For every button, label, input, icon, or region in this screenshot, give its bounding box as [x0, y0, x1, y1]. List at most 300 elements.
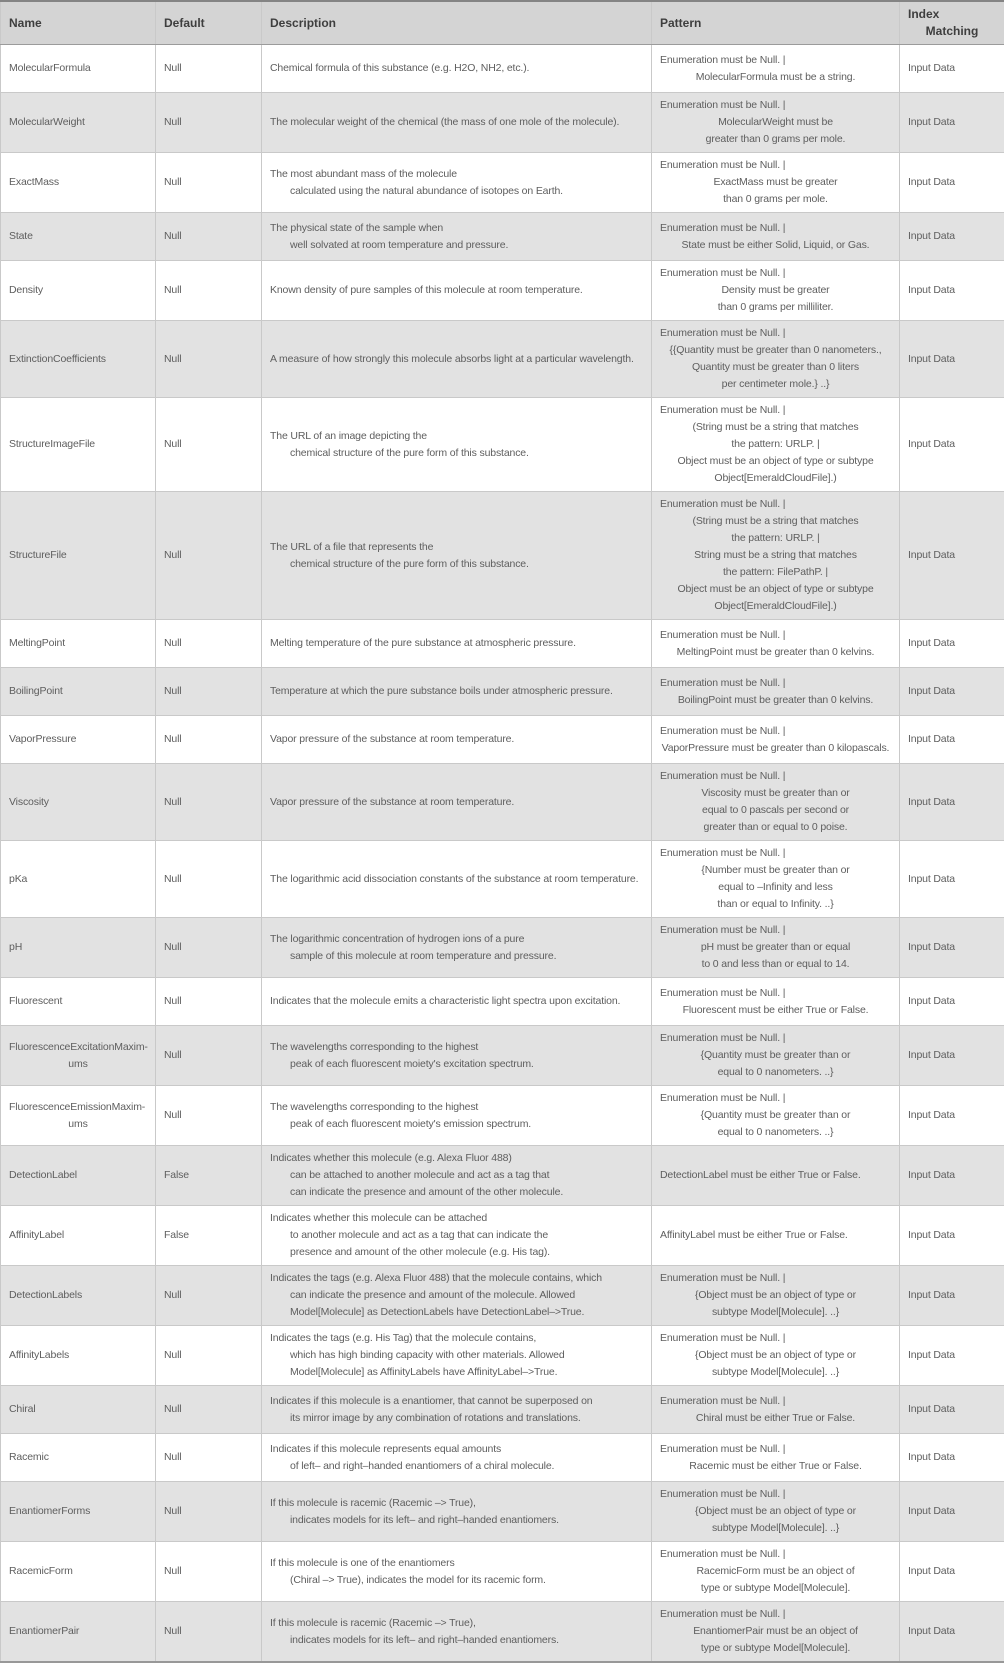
description-cell-line: Chemical formula of this substance (e.g. H2O, NH2, etc.).	[270, 60, 643, 77]
index-matching-cell	[900, 620, 1004, 668]
pattern-cell	[652, 1602, 900, 1663]
name-cell-line: State	[9, 228, 147, 245]
name-cell-line: Density	[9, 282, 147, 299]
table-row	[1, 492, 1004, 620]
pattern-cell	[652, 1386, 900, 1434]
default-cell-line: Null	[164, 871, 253, 888]
name-cell	[1, 45, 156, 93]
header-row	[1, 1, 1004, 45]
pattern-cell-line: Object[EmeraldCloudFile].)	[660, 470, 891, 487]
pattern-cell-line: than or equal to Infinity. ..}	[660, 896, 891, 913]
description-cell-line: indicates models for its left– and right–handed enantiomers.	[270, 1512, 643, 1529]
description-cell	[262, 261, 652, 321]
default-cell-line: Null	[164, 794, 253, 811]
default-cell-line: Null	[164, 1107, 253, 1124]
name-cell	[1, 321, 156, 398]
default-cell	[156, 1026, 262, 1086]
pattern-cell-line: Enumeration must be Null. |	[660, 1441, 891, 1458]
table-row	[1, 1326, 1004, 1386]
index-matching-cell-line: Input Data	[908, 1227, 996, 1244]
column-header-pattern-label: Pattern	[660, 15, 891, 32]
default-cell	[156, 1326, 262, 1386]
index-matching-cell-line: Input Data	[908, 1287, 996, 1304]
default-cell-line: False	[164, 1227, 253, 1244]
column-header-default	[156, 1, 262, 45]
name-cell-line: pH	[9, 939, 147, 956]
description-cell-line: If this molecule is racemic (Racemic –> True),	[270, 1495, 643, 1512]
default-cell-line: Null	[164, 1449, 253, 1466]
default-cell-line: False	[164, 1167, 253, 1184]
description-cell	[262, 1542, 652, 1602]
pattern-cell-line: Enumeration must be Null. |	[660, 265, 891, 282]
default-cell	[156, 620, 262, 668]
index-matching-cell	[900, 492, 1004, 620]
table-row	[1, 1146, 1004, 1206]
table-row	[1, 620, 1004, 668]
default-cell	[156, 764, 262, 841]
name-cell	[1, 764, 156, 841]
index-matching-cell	[900, 1542, 1004, 1602]
description-cell-line: The logarithmic acid dissociation constants of the substance at room temperature.	[270, 871, 643, 888]
index-matching-cell-line: Input Data	[908, 871, 996, 888]
default-cell-line: Null	[164, 939, 253, 956]
name-cell-line: Viscosity	[9, 794, 147, 811]
index-matching-cell-line: Input Data	[908, 282, 996, 299]
pattern-cell	[652, 261, 900, 321]
description-cell-line: can indicate the presence and amount of the other molecule.	[270, 1184, 643, 1201]
description-cell-line: Indicates that the molecule emits a characteristic light spectra upon excitation.	[270, 993, 643, 1010]
pattern-cell	[652, 1146, 900, 1206]
description-cell-line: The wavelengths corresponding to the highest	[270, 1099, 643, 1116]
index-matching-cell	[900, 1482, 1004, 1542]
name-cell-line: EnantiomerForms	[9, 1503, 147, 1520]
pattern-cell	[652, 716, 900, 764]
pattern-cell-line: per centimeter mole.} ..}	[660, 376, 891, 393]
index-matching-cell-line: Input Data	[908, 1503, 996, 1520]
default-cell-line: Null	[164, 1503, 253, 1520]
description-cell-line: If this molecule is racemic (Racemic –> True),	[270, 1615, 643, 1632]
table-row	[1, 1086, 1004, 1146]
name-cell	[1, 620, 156, 668]
index-matching-cell-line: Input Data	[908, 1623, 996, 1640]
table-row	[1, 668, 1004, 716]
pattern-cell-line: to 0 and less than or equal to 14.	[660, 956, 891, 973]
description-cell	[262, 918, 652, 978]
pattern-cell	[652, 321, 900, 398]
description-cell-line: peak of each fluorescent moiety's excitation spectrum.	[270, 1056, 643, 1073]
name-cell	[1, 492, 156, 620]
index-matching-cell-line: Input Data	[908, 1107, 996, 1124]
name-cell-line: DetectionLabels	[9, 1287, 147, 1304]
table-row	[1, 1266, 1004, 1326]
pattern-cell	[652, 1482, 900, 1542]
description-cell	[262, 1326, 652, 1386]
default-cell-line: Null	[164, 1563, 253, 1580]
pattern-cell	[652, 1086, 900, 1146]
column-header-description-label: Description	[270, 15, 643, 32]
table-row	[1, 1434, 1004, 1482]
name-cell	[1, 841, 156, 918]
pattern-cell-line: Enumeration must be Null. |	[660, 496, 891, 513]
pattern-cell-line: greater than 0 grams per mole.	[660, 131, 891, 148]
description-cell	[262, 321, 652, 398]
pattern-cell	[652, 93, 900, 153]
index-matching-cell	[900, 1386, 1004, 1434]
description-cell-line: A measure of how strongly this molecule absorbs light at a particular wavelength.	[270, 351, 643, 368]
description-cell	[262, 620, 652, 668]
default-cell	[156, 668, 262, 716]
pattern-cell	[652, 1542, 900, 1602]
name-cell	[1, 1386, 156, 1434]
pattern-cell-line: MolecularWeight must be	[660, 114, 891, 131]
name-cell	[1, 668, 156, 716]
default-cell-line: Null	[164, 993, 253, 1010]
table-row	[1, 1206, 1004, 1266]
table-row	[1, 764, 1004, 841]
pattern-cell	[652, 1026, 900, 1086]
pattern-cell-line: {Quantity must be greater than or	[660, 1047, 891, 1064]
pattern-cell-line: {Number must be greater than or	[660, 862, 891, 879]
pattern-cell-line: Enumeration must be Null. |	[660, 1546, 891, 1563]
default-cell	[156, 1086, 262, 1146]
name-cell	[1, 261, 156, 321]
index-matching-cell	[900, 1206, 1004, 1266]
pattern-cell-line: Enumeration must be Null. |	[660, 985, 891, 1002]
pattern-cell-line: Enumeration must be Null. |	[660, 220, 891, 237]
table-row	[1, 716, 1004, 764]
default-cell	[156, 1602, 262, 1663]
default-cell	[156, 1146, 262, 1206]
pattern-cell-line: Enumeration must be Null. |	[660, 627, 891, 644]
pattern-cell-line: Enumeration must be Null. |	[660, 1330, 891, 1347]
name-cell-line: VaporPressure	[9, 731, 147, 748]
default-cell	[156, 841, 262, 918]
table-row	[1, 321, 1004, 398]
description-cell-line: Indicates whether this molecule (e.g. Alexa Fluor 488)	[270, 1150, 643, 1167]
pattern-cell	[652, 213, 900, 261]
description-cell	[262, 93, 652, 153]
column-header-name-label: Name	[9, 15, 147, 32]
default-cell-line: Null	[164, 174, 253, 191]
name-cell	[1, 1206, 156, 1266]
table-row	[1, 153, 1004, 213]
name-cell-line: MolecularWeight	[9, 114, 147, 131]
default-cell-line: Null	[164, 60, 253, 77]
description-cell-line: can be attached to another molecule and act as a tag that	[270, 1167, 643, 1184]
index-matching-cell-line: Input Data	[908, 939, 996, 956]
pattern-cell-line: Object must be an object of type or subtype	[660, 581, 891, 598]
pattern-cell	[652, 764, 900, 841]
name-cell-line: StructureFile	[9, 547, 147, 564]
index-matching-cell	[900, 668, 1004, 716]
pattern-cell-line: Enumeration must be Null. |	[660, 1030, 891, 1047]
pattern-cell-line: Enumeration must be Null. |	[660, 845, 891, 862]
description-cell-line: The molecular weight of the chemical (the mass of one mole of the molecule).	[270, 114, 643, 131]
pattern-cell-line: the pattern: FilePathP. |	[660, 564, 891, 581]
description-cell-line: of left– and right–handed enantiomers of a chiral molecule.	[270, 1458, 643, 1475]
name-cell	[1, 1434, 156, 1482]
default-cell-line: Null	[164, 683, 253, 700]
index-matching-cell-line: Input Data	[908, 1047, 996, 1064]
pattern-cell-line: greater than or equal to 0 poise.	[660, 819, 891, 836]
index-matching-cell	[900, 716, 1004, 764]
pattern-cell-line: State must be either Solid, Liquid, or Gas.	[660, 237, 891, 254]
default-cell-line: Null	[164, 1287, 253, 1304]
description-cell-line: If this molecule is one of the enantiomers	[270, 1555, 643, 1572]
pattern-cell-line: subtype Model[Molecule]. ..}	[660, 1304, 891, 1321]
index-matching-cell	[900, 1434, 1004, 1482]
description-cell-line: The most abundant mass of the molecule	[270, 166, 643, 183]
pattern-cell-line: {{Quantity must be greater than 0 nanometers.,	[660, 342, 891, 359]
index-matching-cell	[900, 93, 1004, 153]
name-cell-line: pKa	[9, 871, 147, 888]
name-cell-line: FluorescenceExcitationMaxim-	[9, 1039, 147, 1056]
name-cell	[1, 398, 156, 492]
name-cell	[1, 1482, 156, 1542]
description-cell	[262, 1434, 652, 1482]
index-matching-cell-line: Input Data	[908, 436, 996, 453]
description-cell-line: calculated using the natural abundance of isotopes on Earth.	[270, 183, 643, 200]
description-cell	[262, 978, 652, 1026]
pattern-cell-line: RacemicForm must be an object of	[660, 1563, 891, 1580]
pattern-cell-line: DetectionLabel must be either True or False.	[660, 1167, 891, 1184]
pattern-cell-line: {Object must be an object of type or	[660, 1347, 891, 1364]
pattern-cell-line: Enumeration must be Null. |	[660, 768, 891, 785]
pattern-cell-line: Enumeration must be Null. |	[660, 675, 891, 692]
pattern-cell-line: Enumeration must be Null. |	[660, 1486, 891, 1503]
table-row	[1, 261, 1004, 321]
index-matching-cell-line: Input Data	[908, 731, 996, 748]
pattern-cell	[652, 668, 900, 716]
description-cell	[262, 1206, 652, 1266]
default-cell	[156, 1266, 262, 1326]
default-cell-line: Null	[164, 635, 253, 652]
index-matching-cell-line: Input Data	[908, 635, 996, 652]
pattern-cell-line: (String must be a string that matches	[660, 419, 891, 436]
description-cell-line: Indicates the tags (e.g. His Tag) that the molecule contains,	[270, 1330, 643, 1347]
pattern-cell-line: Enumeration must be Null. |	[660, 723, 891, 740]
table-row	[1, 841, 1004, 918]
pattern-cell-line: Enumeration must be Null. |	[660, 1270, 891, 1287]
name-cell-line: MeltingPoint	[9, 635, 147, 652]
default-cell-line: Null	[164, 282, 253, 299]
index-matching-cell-line: Input Data	[908, 1347, 996, 1364]
index-matching-cell-line: Input Data	[908, 1449, 996, 1466]
pattern-cell	[652, 841, 900, 918]
default-cell-line: Null	[164, 228, 253, 245]
index-matching-cell-line: Input Data	[908, 547, 996, 564]
default-cell-line: Null	[164, 1347, 253, 1364]
index-matching-cell	[900, 261, 1004, 321]
description-cell-line: Known density of pure samples of this molecule at room temperature.	[270, 282, 643, 299]
pattern-cell-line: Viscosity must be greater than or	[660, 785, 891, 802]
pattern-cell-line: String must be a string that matches	[660, 547, 891, 564]
index-matching-cell-line: Input Data	[908, 1167, 996, 1184]
default-cell-line: Null	[164, 547, 253, 564]
description-cell-line: which has high binding capacity with other materials. Allowed	[270, 1347, 643, 1364]
index-matching-cell-line: Input Data	[908, 683, 996, 700]
table-row	[1, 45, 1004, 93]
index-matching-cell	[900, 213, 1004, 261]
default-cell-line: Null	[164, 1623, 253, 1640]
table-row	[1, 1026, 1004, 1086]
description-cell	[262, 841, 652, 918]
pattern-cell-line: Quantity must be greater than 0 liters	[660, 359, 891, 376]
column-header-name	[1, 1, 156, 45]
name-cell	[1, 1026, 156, 1086]
default-cell-line: Null	[164, 351, 253, 368]
pattern-cell-line: Fluorescent must be either True or False.	[660, 1002, 891, 1019]
pattern-cell-line: equal to 0 nanometers. ..}	[660, 1064, 891, 1081]
table-row	[1, 93, 1004, 153]
name-cell	[1, 978, 156, 1026]
index-matching-cell	[900, 1266, 1004, 1326]
description-cell-line: Model[Molecule] as AffinityLabels have AffinityLabel–>True.	[270, 1364, 643, 1381]
pattern-cell-line: MeltingPoint must be greater than 0 kelvins.	[660, 644, 891, 661]
pattern-cell-line: Density must be greater	[660, 282, 891, 299]
table-header	[1, 1, 1004, 45]
default-cell	[156, 492, 262, 620]
pattern-cell	[652, 398, 900, 492]
name-cell-line: EnantiomerPair	[9, 1623, 147, 1640]
description-cell-line: The URL of a file that represents the	[270, 539, 643, 556]
index-matching-cell-line: Input Data	[908, 228, 996, 245]
index-matching-cell	[900, 321, 1004, 398]
index-matching-cell-line: Input Data	[908, 1401, 996, 1418]
name-cell	[1, 1602, 156, 1663]
description-cell	[262, 1086, 652, 1146]
default-cell	[156, 716, 262, 764]
pattern-cell-line: the pattern: URLP. |	[660, 530, 891, 547]
index-matching-cell	[900, 764, 1004, 841]
default-cell	[156, 213, 262, 261]
description-cell-line: presence and amount of the other molecule (e.g. His tag).	[270, 1244, 643, 1261]
index-matching-cell	[900, 153, 1004, 213]
name-cell-line: AffinityLabel	[9, 1227, 147, 1244]
pattern-cell-line: Racemic must be either True or False.	[660, 1458, 891, 1475]
description-cell	[262, 45, 652, 93]
name-cell	[1, 213, 156, 261]
pattern-cell-line: subtype Model[Molecule]. ..}	[660, 1364, 891, 1381]
pattern-cell-line: Object[EmeraldCloudFile].)	[660, 598, 891, 615]
index-matching-cell-line: Input Data	[908, 174, 996, 191]
index-matching-cell-line: Input Data	[908, 794, 996, 811]
name-cell-line: BoilingPoint	[9, 683, 147, 700]
pattern-cell	[652, 492, 900, 620]
description-cell-line: The logarithmic concentration of hydrogen ions of a pure	[270, 931, 643, 948]
name-cell	[1, 1086, 156, 1146]
pattern-cell-line: Enumeration must be Null. |	[660, 52, 891, 69]
pattern-cell-line: VaporPressure must be greater than 0 kilopascals.	[660, 740, 891, 757]
default-cell	[156, 1434, 262, 1482]
name-cell	[1, 1146, 156, 1206]
pattern-cell	[652, 45, 900, 93]
description-cell	[262, 398, 652, 492]
description-cell-line: Indicates whether this molecule can be attached	[270, 1210, 643, 1227]
description-cell-line: (Chiral –> True), indicates the model for its racemic form.	[270, 1572, 643, 1589]
pattern-cell-line: Enumeration must be Null. |	[660, 97, 891, 114]
index-matching-cell	[900, 1602, 1004, 1663]
description-cell-line: its mirror image by any combination of rotations and translations.	[270, 1410, 643, 1427]
index-matching-cell	[900, 1326, 1004, 1386]
name-cell-line: StructureImageFile	[9, 436, 147, 453]
default-cell	[156, 1386, 262, 1434]
description-cell	[262, 1482, 652, 1542]
name-cell	[1, 1542, 156, 1602]
table-row	[1, 918, 1004, 978]
index-matching-cell	[900, 1026, 1004, 1086]
pattern-cell	[652, 1434, 900, 1482]
pattern-cell-line: the pattern: URLP. |	[660, 436, 891, 453]
description-cell	[262, 764, 652, 841]
pattern-cell	[652, 1266, 900, 1326]
table-row	[1, 398, 1004, 492]
description-cell-line: Indicates if this molecule represents equal amounts	[270, 1441, 643, 1458]
index-matching-cell	[900, 1086, 1004, 1146]
pattern-cell	[652, 1326, 900, 1386]
table-row	[1, 1602, 1004, 1663]
column-header-default-label: Default	[164, 15, 253, 32]
pattern-cell-line: Object must be an object of type or subtype	[660, 453, 891, 470]
index-matching-cell	[900, 45, 1004, 93]
name-cell-line: Racemic	[9, 1449, 147, 1466]
default-cell	[156, 918, 262, 978]
pattern-cell-line: {Quantity must be greater than or	[660, 1107, 891, 1124]
pattern-cell-line: type or subtype Model[Molecule].	[660, 1640, 891, 1657]
description-cell-line: chemical structure of the pure form of this substance.	[270, 445, 643, 462]
description-cell-line: well solvated at room temperature and pressure.	[270, 237, 643, 254]
default-cell	[156, 93, 262, 153]
name-cell-line: ExtinctionCoefficients	[9, 351, 147, 368]
pattern-cell-line: Enumeration must be Null. |	[660, 1393, 891, 1410]
pattern-cell-line: Enumeration must be Null. |	[660, 157, 891, 174]
pattern-cell-line: equal to 0 pascals per second or	[660, 802, 891, 819]
table-row	[1, 1386, 1004, 1434]
name-cell	[1, 716, 156, 764]
pattern-cell-line: than 0 grams per mole.	[660, 191, 891, 208]
description-cell	[262, 1266, 652, 1326]
description-cell-line: chemical structure of the pure form of this substance.	[270, 556, 643, 573]
pattern-cell-line: equal to 0 nanometers. ..}	[660, 1124, 891, 1141]
name-cell-line: Chiral	[9, 1401, 147, 1418]
description-cell	[262, 668, 652, 716]
description-cell-line: to another molecule and act as a tag that can indicate the	[270, 1227, 643, 1244]
pattern-cell-line: than 0 grams per milliliter.	[660, 299, 891, 316]
name-cell	[1, 918, 156, 978]
description-cell	[262, 153, 652, 213]
pattern-cell-line: Enumeration must be Null. |	[660, 1090, 891, 1107]
description-cell	[262, 716, 652, 764]
default-cell-line: Null	[164, 436, 253, 453]
name-cell-line: MolecularFormula	[9, 60, 147, 77]
default-cell-line: Null	[164, 114, 253, 131]
column-header-pattern	[652, 1, 900, 45]
name-cell-line: Fluorescent	[9, 993, 147, 1010]
column-header-index-matching	[900, 1, 1004, 45]
index-matching-cell-line: Input Data	[908, 351, 996, 368]
pattern-cell-line: MolecularFormula must be a string.	[660, 69, 891, 86]
table-row	[1, 1482, 1004, 1542]
name-cell-line: AffinityLabels	[9, 1347, 147, 1364]
name-cell-line: ums	[9, 1116, 147, 1133]
description-cell-line: The physical state of the sample when	[270, 220, 643, 237]
pattern-cell-line: pH must be greater than or equal	[660, 939, 891, 956]
description-cell-line: Model[Molecule] as DetectionLabels have DetectionLabel–>True.	[270, 1304, 643, 1321]
default-cell	[156, 153, 262, 213]
pattern-cell-line: {Object must be an object of type or	[660, 1503, 891, 1520]
description-cell	[262, 213, 652, 261]
default-cell-line: Null	[164, 1047, 253, 1064]
